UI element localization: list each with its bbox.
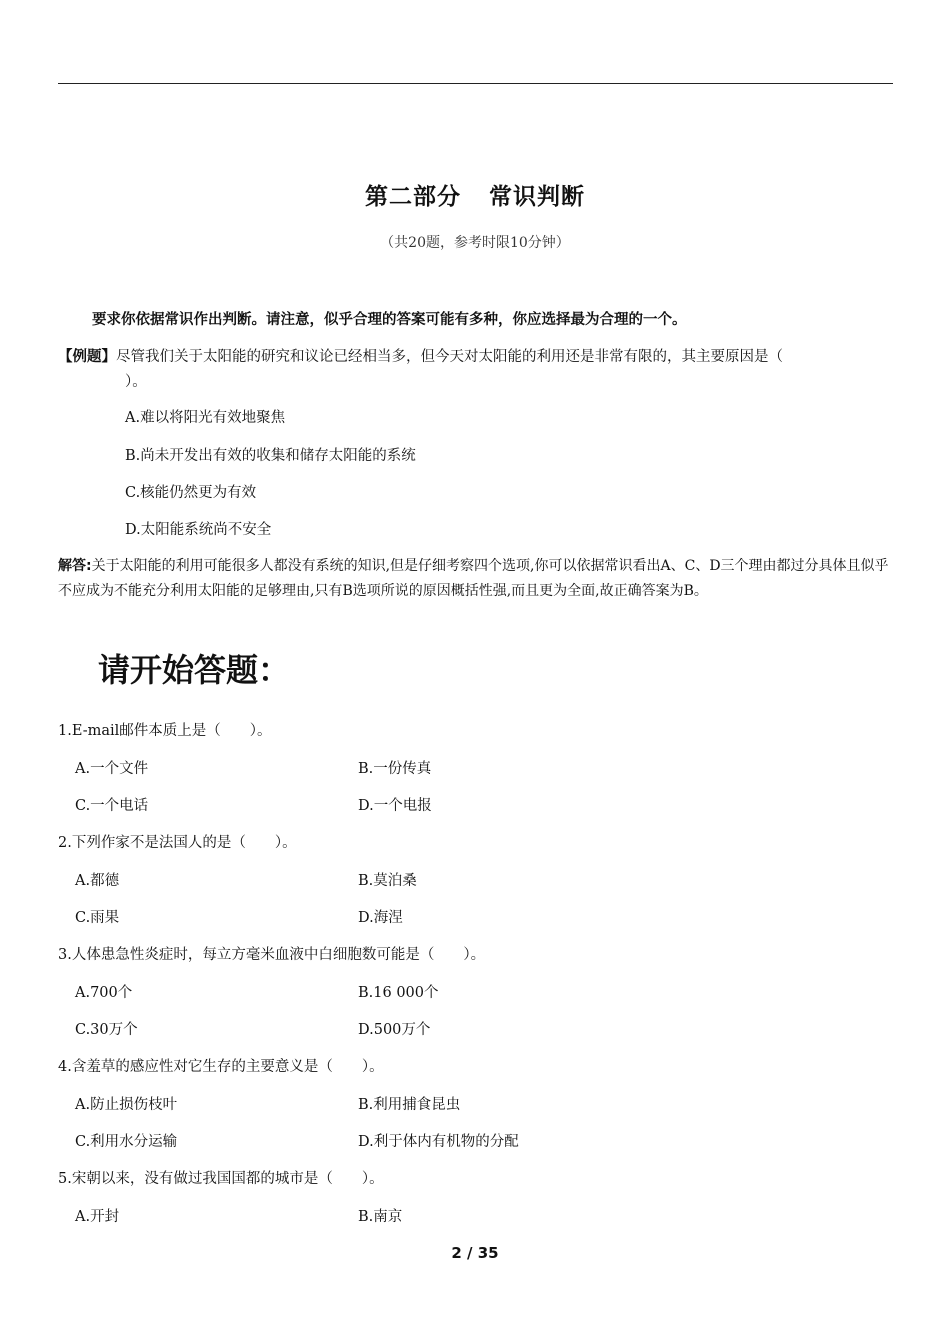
page-number: 2 / 35	[451, 1244, 499, 1262]
example-option-c: C.核能仍然更为有效	[125, 485, 257, 501]
section-title	[0, 178, 950, 211]
question-option: C.雨果	[75, 910, 120, 926]
question-option: A.都德	[75, 873, 120, 889]
section-subtitle: （共20题，参考时限10分钟）	[380, 235, 570, 251]
section-name: 常识判断	[489, 184, 585, 210]
example-option-a: A.难以将阳光有效地聚焦	[125, 410, 286, 426]
question-option: A.防止损伤枝叶	[75, 1097, 178, 1113]
question-option: B.南京	[358, 1209, 403, 1225]
page-current: 2	[451, 1244, 462, 1262]
question-stem: 1.E-mail邮件本质上是（ ）。	[58, 723, 272, 739]
question-stem: 2.下列作家不是法国人的是（ ）。	[58, 835, 297, 851]
question-option: D.一个电报	[358, 798, 432, 814]
question-stem: 4.含羞草的感应性对它生存的主要意义是（ ）。	[58, 1059, 384, 1075]
example-option-b: B.尚未开发出有效的收集和储存太阳能的系统	[125, 448, 416, 464]
example-stem-line1: 尽管我们关于太阳能的研究和议论已经相当多，但今天对太阳能的利用还是非常有限的，其主要原因是（	[116, 349, 783, 365]
question-option: D.500万个	[358, 1022, 431, 1038]
start-heading: 请开始答题：	[98, 651, 291, 689]
page-total: 35	[477, 1244, 499, 1262]
question-option: A.700个	[75, 985, 133, 1001]
question-option: A.一个文件	[75, 761, 149, 777]
question-option: B.莫泊桑	[358, 873, 417, 889]
question-option: B.16 000个	[358, 985, 439, 1001]
question-option: A.开封	[75, 1209, 120, 1225]
question-stem: 5.宋朝以来，没有做过我国国都的城市是（ ）。	[58, 1171, 384, 1187]
question-option: D.利于体内有机物的分配	[358, 1134, 519, 1150]
example-tag: 【例题】	[58, 349, 116, 365]
question-option: B.一份传真	[358, 761, 432, 777]
example-answer	[58, 554, 896, 604]
section-part: 第二部分	[365, 184, 461, 210]
example-stem-line2: ）。	[125, 374, 147, 390]
header-rule	[58, 83, 893, 84]
question-option: C.一个电话	[75, 798, 149, 814]
requirement-text: 要求你依据常识作出判断。请注意，似乎合理的答案可能有多种，你应选择最为合理的一个。	[92, 312, 687, 328]
example-option-d: D.太阳能系统尚不安全	[125, 522, 272, 538]
question-stem: 3.人体患急性炎症时，每立方毫米血液中白细胞数可能是（ ）。	[58, 947, 486, 963]
question-option: D.海涅	[358, 910, 403, 926]
question-option: C.30万个	[75, 1022, 138, 1038]
answer-tag: 解答:	[58, 558, 92, 574]
question-option: C.利用水分运输	[75, 1134, 178, 1150]
example-question	[58, 345, 896, 395]
answer-text: 关于太阳能的利用可能很多人都没有系统的知识,但是仔细考察四个选项,你可以依据常识看出A、C、D三个理由都过分具体且似乎不应成为不能充分利用太阳能的足够理由,只有B选项所说的原因概括性强,而且更为全面,故正确答案为B。	[58, 558, 889, 599]
question-option: B.利用捕食昆虫	[358, 1097, 461, 1113]
